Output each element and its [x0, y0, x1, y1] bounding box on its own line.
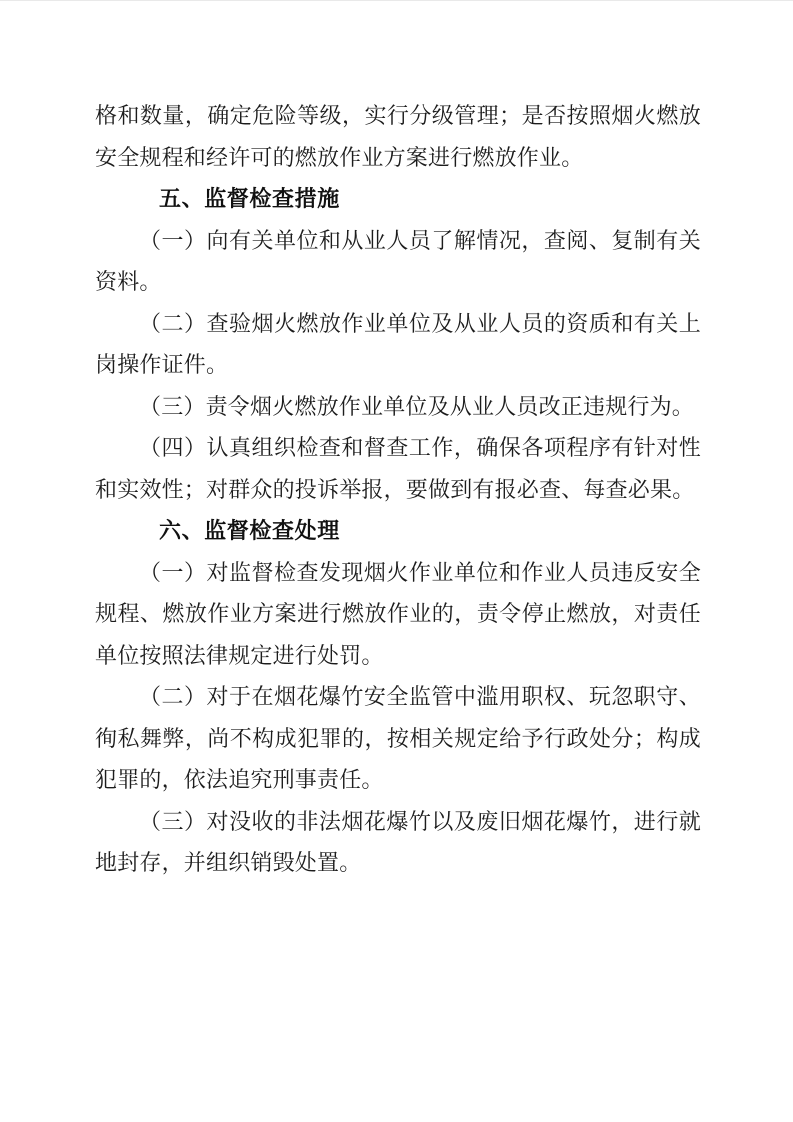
body-paragraph-5-3: （三）责令烟火燃放作业单位及从业人员改正违规行为。: [139, 393, 695, 419]
body-paragraph-6-1: （一）对监督检查发现烟火作业单位和作业人员违反安全规程、燃放作业方案进行燃放作业的，责令停止燃放，对责任单位按照法律规定进行处罚。: [95, 559, 701, 668]
section-heading-6: 六、监督检查处理: [159, 518, 340, 543]
body-paragraph-6-3: （三）对没收的非法烟花爆竹以及废旧烟花爆竹，进行就地封存，并组织销毁处置。: [95, 808, 701, 875]
body-paragraph-5-1: （一）向有关单位和从业人员了解情况，查阅、复制有关资料。: [95, 227, 701, 294]
continuation-paragraph: 格和数量，确定危险等级，实行分级管理；是否按照烟火燃放安全规程和经许可的燃放作业方案进行燃放作业。: [95, 103, 701, 170]
section-heading-5: 五、监督检查措施: [159, 186, 340, 211]
body-paragraph-6-2: （二）对于在烟花爆竹安全监管中滥用职权、玩忽职守、徇私舞弊，尚不构成犯罪的，按相关规定给予行政处分；构成犯罪的，依法追究刑事责任。: [95, 684, 701, 792]
document-body: [95, 95, 701, 884]
body-paragraph-5-2: （二）查验烟火燃放作业单位及从业人员的资质和有关上岗操作证件。: [95, 310, 701, 377]
body-paragraph-5-4: （四）认真组织检查和督查工作，确保各项程序有针对性和实效性；对群众的投诉举报，要做到有报必查、每查必果。: [95, 435, 701, 502]
